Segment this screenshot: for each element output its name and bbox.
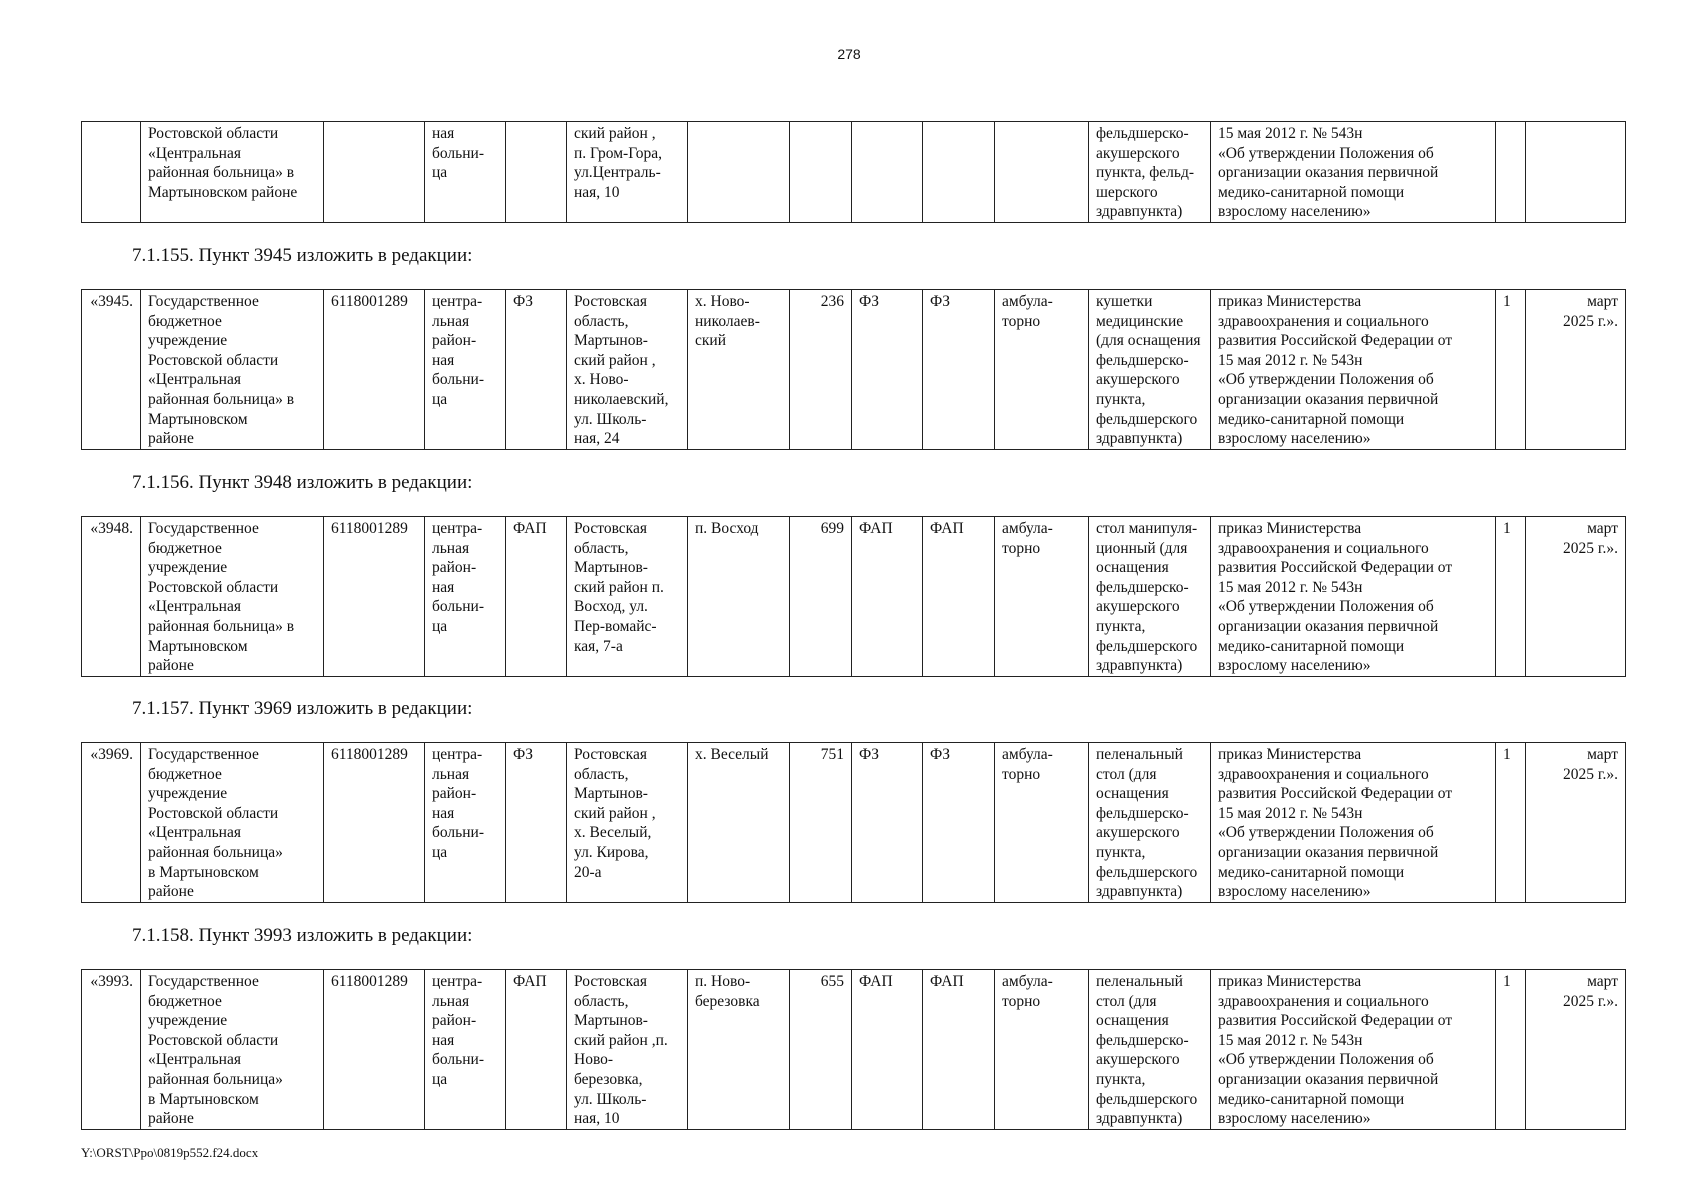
inn: 6118001289	[324, 970, 425, 1130]
continuation-table	[81, 121, 1626, 223]
row-number: «3993.	[82, 970, 141, 1130]
institution-name: Государственное бюджетное учреждение Ростовской области «Центральная районная больница» в Мартыновском районе	[141, 290, 324, 450]
institution-type: центра- льная район- ная больни- ца	[425, 517, 506, 677]
settlement	[688, 122, 790, 223]
equipment: пеленальный стол (для оснащения фельдшерско- акушерского пункта, фельдшерского здравпункта)	[1089, 970, 1211, 1130]
table-3993	[81, 969, 1626, 1130]
row-number: «3969.	[82, 743, 141, 903]
quantity: 1	[1496, 743, 1526, 903]
quantity: 1	[1496, 290, 1526, 450]
institution-name: Государственное бюджетное учреждение Ростовской области «Центральная районная больница» в Мартыновском районе	[141, 743, 324, 903]
unit-type-3: ФАП	[923, 970, 995, 1130]
legal-basis: приказ Министерства здравоохранения и социального развития Российской Федерации от 15 мая 2012 г. № 543н «Об утверждении Положения об организации оказания первичной медико-санитарной помощи взрослому населению»	[1211, 743, 1496, 903]
deadline: март 2025 г.».	[1526, 290, 1626, 450]
unit-type-3	[923, 122, 995, 223]
inn: 6118001289	[324, 517, 425, 677]
unit-type-3: ФЗ	[923, 290, 995, 450]
population	[790, 122, 852, 223]
settlement: х. Веселый	[688, 743, 790, 903]
care-form: амбула- торно	[995, 970, 1089, 1130]
institution-type: центра- льная район- ная больни- ца	[425, 743, 506, 903]
table-3948	[81, 516, 1626, 677]
row-number	[82, 122, 141, 223]
care-form: амбула- торно	[995, 517, 1089, 677]
table-3969	[81, 742, 1626, 903]
unit-type-2: ФЗ	[852, 743, 923, 903]
file-path-footer: Y:\ORST\Ppo\0819p552.f24.docx	[81, 1145, 259, 1160]
section-heading-3969: 7.1.157. Пункт 3969 изложить в редакции:	[132, 698, 473, 719]
institution-name: Ростовской области «Центральная районная больница» в Мартыновском районе	[141, 122, 324, 223]
legal-basis: приказ Министерства здравоохранения и социального развития Российской Федерации от 15 мая 2012 г. № 543н «Об утверждении Положения об организации оказания первичной медико-санитарной помощи взрослому населению»	[1211, 970, 1496, 1130]
unit-type: ФЗ	[506, 743, 567, 903]
table-row	[82, 517, 1626, 677]
legal-basis: 15 мая 2012 г. № 543н «Об утверждении Положения об организации оказания первичной медико-санитарной помощи взрослому населению»	[1211, 122, 1496, 223]
address: Ростовская область, Мартынов- ский район , х. Ново- николаевский, ул. Школь- ная, 24	[567, 290, 688, 450]
address: Ростовская область, Мартынов- ский район , х. Веселый, ул. Кирова, 20-а	[567, 743, 688, 903]
care-form	[995, 122, 1089, 223]
quantity: 1	[1496, 517, 1526, 677]
settlement: х. Ново- николаев- ский	[688, 290, 790, 450]
institution-type: ная больни- ца	[425, 122, 506, 223]
address: ский район , п. Гром-Гора, ул.Централь- ная, 10	[567, 122, 688, 223]
deadline: март 2025 г.».	[1526, 517, 1626, 677]
inn: 6118001289	[324, 743, 425, 903]
section-heading-3993: 7.1.158. Пункт 3993 изложить в редакции:	[132, 925, 473, 946]
page-number: 278	[837, 46, 861, 62]
legal-basis: приказ Министерства здравоохранения и социального развития Российской Федерации от 15 мая 2012 г. № 543н «Об утверждении Положения об организации оказания первичной медико-санитарной помощи взрослому населению»	[1211, 290, 1496, 450]
table-row	[82, 970, 1626, 1130]
inn: 6118001289	[324, 290, 425, 450]
care-form: амбула- торно	[995, 290, 1089, 450]
equipment: фельдшерско- акушерского пункта, фельд- шерского здравпункта)	[1089, 122, 1211, 223]
equipment: кушетки медицинские (для оснащения фельдшерско- акушерского пункта, фельдшерского здравпункта)	[1089, 290, 1211, 450]
address: Ростовская область, Мартынов- ский район п. Восход, ул. Пер-вомайс- кая, 7-а	[567, 517, 688, 677]
row-number: «3945.	[82, 290, 141, 450]
unit-type-2	[852, 122, 923, 223]
unit-type: ФАП	[506, 970, 567, 1130]
institution-type: центра- льная район- ная больни- ца	[425, 290, 506, 450]
unit-type-3: ФЗ	[923, 743, 995, 903]
deadline: март 2025 г.».	[1526, 970, 1626, 1130]
legal-basis: приказ Министерства здравоохранения и социального развития Российской Федерации от 15 мая 2012 г. № 543н «Об утверждении Положения об организации оказания первичной медико-санитарной помощи взрослому населению»	[1211, 517, 1496, 677]
equipment: пеленальный стол (для оснащения фельдшерско- акушерского пункта, фельдшерского здравпункта)	[1089, 743, 1211, 903]
population: 751	[790, 743, 852, 903]
table-row	[82, 743, 1626, 903]
unit-type-2: ФАП	[852, 517, 923, 677]
address: Ростовская область, Мартынов- ский район ,п. Ново- березовка, ул. Школь- ная, 10	[567, 970, 688, 1130]
unit-type: ФЗ	[506, 290, 567, 450]
table-row	[82, 122, 1626, 223]
table-row	[82, 290, 1626, 450]
section-heading-3948: 7.1.156. Пункт 3948 изложить в редакции:	[132, 472, 473, 493]
institution-name: Государственное бюджетное учреждение Ростовской области «Центральная районная больница» в Мартыновском районе	[141, 517, 324, 677]
institution-name: Государственное бюджетное учреждение Ростовской области «Центральная районная больница» в Мартыновском районе	[141, 970, 324, 1130]
unit-type-2: ФАП	[852, 970, 923, 1130]
settlement: п. Восход	[688, 517, 790, 677]
section-heading-3945: 7.1.155. Пункт 3945 изложить в редакции:	[132, 245, 473, 266]
inn	[324, 122, 425, 223]
population: 236	[790, 290, 852, 450]
deadline	[1526, 122, 1626, 223]
population: 655	[790, 970, 852, 1130]
unit-type	[506, 122, 567, 223]
population: 699	[790, 517, 852, 677]
settlement: п. Ново- березовка	[688, 970, 790, 1130]
unit-type-2: ФЗ	[852, 290, 923, 450]
row-number: «3948.	[82, 517, 141, 677]
care-form: амбула- торно	[995, 743, 1089, 903]
equipment: стол манипуля- ционный (для оснащения фельдшерско- акушерского пункта, фельдшерского здравпункта)	[1089, 517, 1211, 677]
quantity: 1	[1496, 970, 1526, 1130]
unit-type-3: ФАП	[923, 517, 995, 677]
quantity	[1496, 122, 1526, 223]
institution-type: центра- льная район- ная больни- ца	[425, 970, 506, 1130]
table-3945	[81, 289, 1626, 450]
deadline: март 2025 г.».	[1526, 743, 1626, 903]
unit-type: ФАП	[506, 517, 567, 677]
